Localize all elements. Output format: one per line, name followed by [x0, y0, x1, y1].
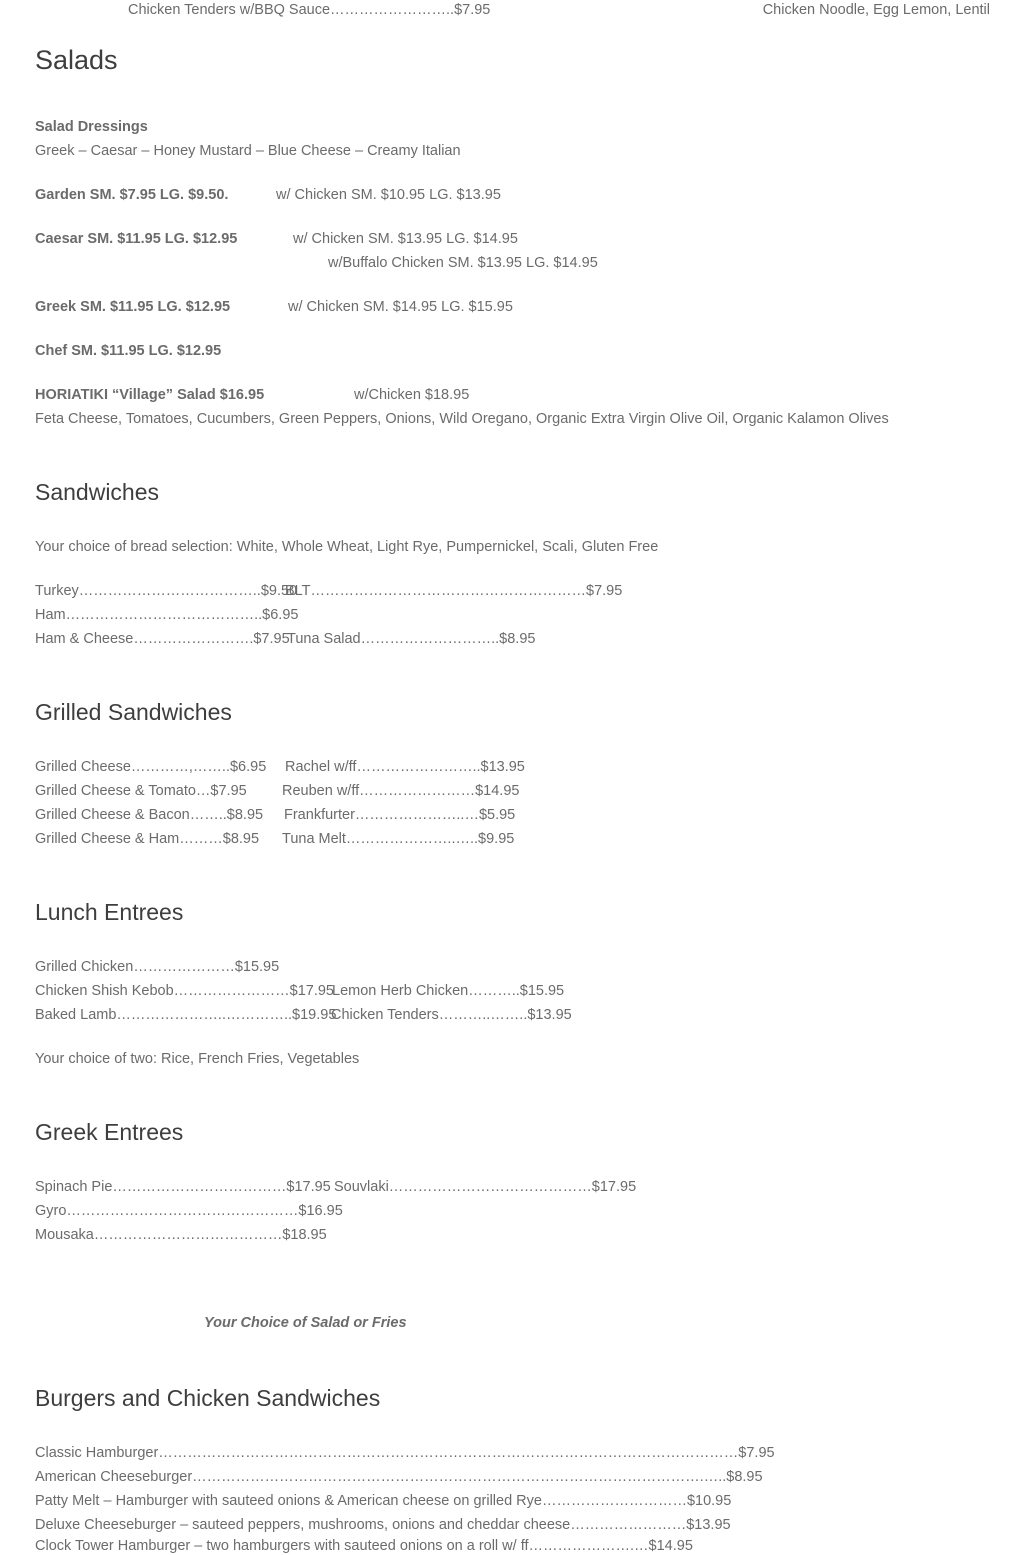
horiatiki-description: Feta Cheese, Tomatoes, Cucumbers, Green Peppers, Onions, Wild Oregano, Organic Extra Virgin Olive Oil, Organic Kalamon Olives	[35, 411, 889, 427]
patty-melt-item: Patty Melt – Hamburger with sauteed onions & American cheese on grilled Rye…………………………$10.95	[35, 1493, 732, 1509]
turkey-item: Turkey………………………………..$9.50	[35, 583, 298, 599]
american-cheeseburger-item: American Cheeseburger…………………………………………………………………………………………….…..$8.95	[35, 1469, 763, 1485]
caesar-salad: Caesar SM. $11.95 LG. $12.95	[35, 231, 238, 247]
burgers-heading: Burgers and Chicken Sandwiches	[35, 1385, 381, 1411]
chef-salad: Chef SM. $11.95 LG. $12.95	[35, 343, 222, 359]
mousaka-item: Mousaka…………………………………$18.95	[35, 1227, 327, 1243]
blt-item: BLT…………………………………………………$7.95	[285, 583, 623, 599]
baked-lamb-item: Baked Lamb…………………..…………..$19.95	[35, 1007, 337, 1023]
grilled-cheese-item: Grilled Cheese…………,……..$6.95	[35, 759, 267, 775]
soups-list: Chicken Noodle, Egg Lemon, Lentil	[762, 2, 990, 18]
ham-item: Ham…………………………………..$6.95	[35, 607, 299, 623]
garden-salad-chicken: w/ Chicken SM. $10.95 LG. $13.95	[276, 187, 501, 203]
salad-dressings-label: Salad Dressings	[35, 119, 148, 135]
grilled-sandwiches-heading: Grilled Sandwiches	[35, 699, 232, 725]
chicken-tenders-item: Chicken Tenders………..……..$13.95	[331, 1007, 572, 1023]
ham-cheese-item: Ham & Cheese…………………….$7.95	[35, 631, 290, 647]
lunch-entrees-heading: Lunch Entrees	[35, 899, 184, 925]
reuben-item: Reuben w/ff……………………$14.95	[282, 783, 520, 799]
salad-dressings-list: Greek – Caesar – Honey Mustard – Blue Cheese – Creamy Italian	[35, 143, 461, 159]
grilled-chicken-item: Grilled Chicken…………………$15.95	[35, 959, 280, 975]
caesar-salad-buffalo: w/Buffalo Chicken SM. $13.95 LG. $14.95	[328, 255, 598, 271]
sandwiches-heading: Sandwiches	[35, 479, 160, 505]
gyro-item: Gyro…………………………………………$16.95	[35, 1203, 343, 1219]
horiatiki-salad: HORIATIKI “Village” Salad $16.95	[35, 387, 265, 403]
deluxe-cheeseburger-item: Deluxe Cheeseburger – sauteed peppers, mushrooms, onions and cheddar cheese……………………$13.95	[35, 1517, 731, 1533]
lemon-herb-chicken-item: Lemon Herb Chicken………..$15.95	[332, 983, 565, 999]
spinach-pie-item: Spinach Pie………………………………$17.95	[35, 1179, 331, 1195]
salad-or-fries-note: Your Choice of Salad or Fries	[204, 1315, 407, 1331]
grilled-cheese-tomato-item: Grilled Cheese & Tomato…$7.95	[35, 783, 247, 799]
tenders-bbq-item: Chicken Tenders w/BBQ Sauce……………………..$7.95	[128, 2, 491, 18]
bread-selection: Your choice of bread selection: White, Whole Wheat, Light Rye, Pumpernickel, Scali, Gluten Free	[35, 539, 659, 555]
clock-tower-hamburger-item: Clock Tower Hamburger – two hamburgers with sauteed onions on a roll w/ ff………………….…$14.95	[35, 1538, 693, 1554]
tuna-salad-item: Tuna Salad………………………..$8.95	[287, 631, 536, 647]
rachel-item: Rachel w/ff……………………..$13.95	[285, 759, 525, 775]
grilled-cheese-bacon-item: Grilled Cheese & Bacon……..$8.95	[35, 807, 264, 823]
caesar-salad-chicken: w/ Chicken SM. $13.95 LG. $14.95	[293, 231, 518, 247]
frankfurter-item: Frankfurter…………………..…$5.95	[284, 807, 516, 823]
shish-kebob-item: Chicken Shish Kebob……………………$17.95	[35, 983, 334, 999]
classic-hamburger-item: Classic Hamburger…………………………………………………………………………………………………………$7.95	[35, 1445, 775, 1461]
grilled-cheese-ham-item: Grilled Cheese & Ham………$8.95	[35, 831, 260, 847]
salads-heading: Salads	[35, 45, 118, 75]
greek-salad: Greek SM. $11.95 LG. $12.95	[35, 299, 231, 315]
sides-note: Your choice of two: Rice, French Fries, Vegetables	[35, 1051, 360, 1067]
tuna-melt-item: Tuna Melt…………………..…..$9.95	[282, 831, 515, 847]
garden-salad: Garden SM. $7.95 LG. $9.50.	[35, 187, 229, 203]
horiatiki-salad-chicken: w/Chicken $18.95	[354, 387, 470, 403]
greek-entrees-heading: Greek Entrees	[35, 1119, 184, 1145]
greek-salad-chicken: w/ Chicken SM. $14.95 LG. $15.95	[288, 299, 513, 315]
souvlaki-item: Souvlaki……………………………………$17.95	[334, 1179, 637, 1195]
